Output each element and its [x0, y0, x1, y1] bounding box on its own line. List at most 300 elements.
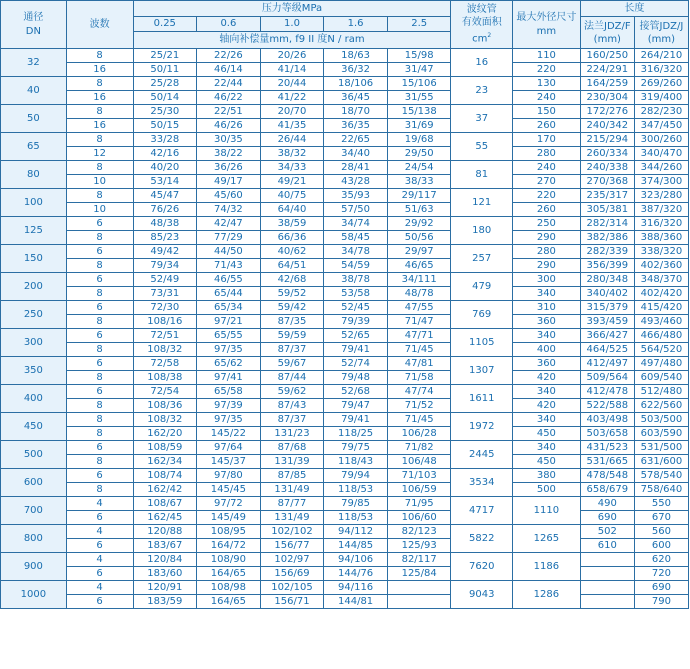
compensation-cell: 120/88 — [133, 525, 197, 539]
area-cell: 55 — [451, 133, 512, 161]
compensation-cell: 71/45 — [387, 343, 451, 357]
dn-cell: 80 — [1, 161, 67, 189]
flange-label: 法兰JDZ/F — [584, 20, 631, 32]
pipe-label: 接管JDZ/J — [639, 20, 684, 32]
pipe-length-cell: 690 — [634, 581, 688, 595]
flange-length-cell: 478/548 — [580, 469, 634, 483]
compensation-cell: 97/21 — [197, 315, 261, 329]
compensation-cell: 29/92 — [387, 217, 451, 231]
compensation-cell: 94/112 — [324, 525, 388, 539]
compensation-cell: 36/26 — [197, 161, 261, 175]
dn-cell: 1000 — [1, 581, 67, 609]
compensation-cell: 49/21 — [260, 175, 324, 189]
table-row — [1, 287, 689, 301]
compensation-cell: 87/35 — [260, 315, 324, 329]
compensation-cell: 144/76 — [324, 567, 388, 581]
pipe-length-cell: 600 — [634, 539, 688, 553]
waves-cell: 4 — [66, 525, 133, 539]
compensation-cell: 18/63 — [324, 49, 388, 63]
waves-cell: 8 — [66, 231, 133, 245]
pipe-length-cell: 503/500 — [634, 413, 688, 427]
compensation-cell: 106/59 — [387, 483, 451, 497]
max-od-cell: 260 — [512, 119, 580, 133]
compensation-cell: 31/55 — [387, 91, 451, 105]
compensation-cell: 42/16 — [133, 147, 197, 161]
max-od-cell: 340 — [512, 441, 580, 455]
compensation-cell: 79/41 — [324, 343, 388, 357]
dn-cell: 50 — [1, 105, 67, 133]
compensation-cell: 33/28 — [133, 133, 197, 147]
flange-length-cell: 164/259 — [580, 77, 634, 91]
flange-length-cell: 282/339 — [580, 245, 634, 259]
area-cell: 81 — [451, 161, 512, 189]
max-od-cell: 1265 — [512, 525, 580, 553]
waves-cell: 8 — [66, 77, 133, 91]
compensation-cell: 145/37 — [197, 455, 261, 469]
compensation-cell: 42/47 — [197, 217, 261, 231]
compensation-cell: 15/98 — [387, 49, 451, 63]
pipe-length-cell: 415/420 — [634, 301, 688, 315]
compensation-cell: 59/67 — [260, 357, 324, 371]
compensation-cell: 97/39 — [197, 399, 261, 413]
compensation-cell: 31/47 — [387, 63, 451, 77]
flange-length-cell: 382/386 — [580, 231, 634, 245]
max-od-cell: 340 — [512, 287, 580, 301]
flange-length-cell: 340/402 — [580, 287, 634, 301]
area-cell: 37 — [451, 105, 512, 133]
table-row — [1, 329, 689, 343]
compensation-cell: 131/49 — [260, 483, 324, 497]
flange-length-cell: 235/317 — [580, 189, 634, 203]
compensation-cell: 65/34 — [197, 301, 261, 315]
waves-cell: 6 — [66, 273, 133, 287]
pressure-value: 0.25 — [133, 17, 197, 32]
pressure-header: 压力等级MPa — [133, 1, 451, 17]
dn-cell: 600 — [1, 469, 67, 497]
area-cell: 121 — [451, 189, 512, 217]
compensation-cell: 46/14 — [197, 63, 261, 77]
flange-length-cell — [580, 595, 634, 609]
compensation-cell: 38/33 — [387, 175, 451, 189]
flange-length-cell: 503/658 — [580, 427, 634, 441]
table-row — [1, 399, 689, 413]
compensation-cell: 38/59 — [260, 217, 324, 231]
table-row — [1, 343, 689, 357]
compensation-cell: 79/48 — [324, 371, 388, 385]
dn-cell: 250 — [1, 301, 67, 329]
compensation-header: 轴向补偿量mm, f9 II 度N / ram — [133, 32, 451, 49]
compensation-cell: 71/82 — [387, 441, 451, 455]
max-od-cell: 420 — [512, 371, 580, 385]
pipe-length-cell: 387/320 — [634, 203, 688, 217]
compensation-cell: 40/75 — [260, 189, 324, 203]
compensation-cell: 131/23 — [260, 427, 324, 441]
pressure-value: 0.6 — [197, 17, 261, 32]
compensation-cell: 46/55 — [197, 273, 261, 287]
compensation-cell: 38/32 — [260, 147, 324, 161]
compensation-cell: 34/74 — [324, 217, 388, 231]
pipe-length-cell: 531/500 — [634, 441, 688, 455]
compensation-cell: 35/93 — [324, 189, 388, 203]
compensation-cell: 162/42 — [133, 483, 197, 497]
compensation-cell: 71/45 — [387, 413, 451, 427]
table-row — [1, 77, 689, 91]
compensation-cell: 41/35 — [260, 119, 324, 133]
area-cell: 1307 — [451, 357, 512, 385]
pressure-value: 1.6 — [324, 17, 388, 32]
compensation-cell: 48/78 — [387, 287, 451, 301]
area-cell: 257 — [451, 245, 512, 273]
pipe-length-cell: 388/360 — [634, 231, 688, 245]
compensation-cell: 71/52 — [387, 399, 451, 413]
compensation-cell: 30/35 — [197, 133, 261, 147]
max-od-cell: 360 — [512, 315, 580, 329]
pipe-length-cell: 620 — [634, 553, 688, 567]
waves-cell: 16 — [66, 63, 133, 77]
compensation-cell: 87/44 — [260, 371, 324, 385]
waves-cell: 8 — [66, 483, 133, 497]
waves-cell: 8 — [66, 161, 133, 175]
max-od-cell: 130 — [512, 77, 580, 91]
table-row — [1, 63, 689, 77]
waves-cell: 8 — [66, 343, 133, 357]
waves-cell: 8 — [66, 371, 133, 385]
compensation-cell — [387, 595, 451, 609]
table-row — [1, 49, 689, 63]
compensation-cell: 52/49 — [133, 273, 197, 287]
compensation-cell: 183/60 — [133, 567, 197, 581]
dn-cell: 400 — [1, 385, 67, 413]
compensation-cell: 82/117 — [387, 553, 451, 567]
table-row — [1, 581, 689, 595]
flange-length-cell: 224/291 — [580, 63, 634, 77]
compensation-cell: 164/72 — [197, 539, 261, 553]
max-od-cell: 240 — [512, 91, 580, 105]
waves-cell: 6 — [66, 245, 133, 259]
compensation-cell: 118/25 — [324, 427, 388, 441]
compensation-cell: 59/52 — [260, 287, 324, 301]
area-cell: 479 — [451, 273, 512, 301]
compensation-cell: 38/22 — [197, 147, 261, 161]
waves-cell: 6 — [66, 329, 133, 343]
compensation-cell: 41/22 — [260, 91, 324, 105]
table-row — [1, 539, 689, 553]
max-od-label: 最大外径尺寸mm — [516, 11, 577, 37]
flange-length-cell: 502 — [580, 525, 634, 539]
compensation-cell: 52/74 — [324, 357, 388, 371]
compensation-cell: 45/47 — [133, 189, 197, 203]
compensation-cell: 108/74 — [133, 469, 197, 483]
compensation-cell: 71/43 — [197, 259, 261, 273]
compensation-cell: 97/41 — [197, 371, 261, 385]
compensation-cell: 53/14 — [133, 175, 197, 189]
pipe-length-cell: 497/480 — [634, 357, 688, 371]
dn-cell: 700 — [1, 497, 67, 525]
compensation-cell: 64/40 — [260, 203, 324, 217]
table-row — [1, 413, 689, 427]
compensation-cell: 18/70 — [324, 105, 388, 119]
pipe-length-cell: 374/300 — [634, 175, 688, 189]
compensation-cell: 131/49 — [260, 511, 324, 525]
flange-unit: (mm) — [593, 33, 621, 45]
max-od-cell: 400 — [512, 343, 580, 357]
compensation-cell: 31/69 — [387, 119, 451, 133]
compensation-cell: 19/68 — [387, 133, 451, 147]
max-od-cell: 220 — [512, 63, 580, 77]
compensation-cell: 29/117 — [387, 189, 451, 203]
waves-cell: 4 — [66, 553, 133, 567]
pipe-length-cell: 340/470 — [634, 147, 688, 161]
waves-cell: 6 — [66, 301, 133, 315]
compensation-cell: 164/65 — [197, 567, 261, 581]
compensation-cell: 79/41 — [324, 413, 388, 427]
table-row — [1, 217, 689, 231]
table-row — [1, 371, 689, 385]
pipe-length-cell: 758/640 — [634, 483, 688, 497]
dn-cell: 900 — [1, 553, 67, 581]
compensation-cell: 106/60 — [387, 511, 451, 525]
max-od-cell: 1286 — [512, 581, 580, 609]
compensation-cell: 43/28 — [324, 175, 388, 189]
area-cell: 1105 — [451, 329, 512, 357]
compensation-cell: 162/45 — [133, 511, 197, 525]
compensation-cell: 22/44 — [197, 77, 261, 91]
compensation-cell: 108/95 — [197, 525, 261, 539]
compensation-cell: 57/50 — [324, 203, 388, 217]
waves-cell: 8 — [66, 133, 133, 147]
compensation-cell — [387, 581, 451, 595]
waves-cell: 6 — [66, 357, 133, 371]
compensation-cell: 120/91 — [133, 581, 197, 595]
area-cell: 4717 — [451, 497, 512, 525]
dn-cell: 100 — [1, 189, 67, 217]
table-row — [1, 301, 689, 315]
pipe-length-cell: 560 — [634, 525, 688, 539]
max-od-cell: 450 — [512, 427, 580, 441]
compensation-cell: 48/38 — [133, 217, 197, 231]
area-header — [451, 1, 512, 49]
max-od-cell: 220 — [512, 189, 580, 203]
compensation-cell: 87/37 — [260, 413, 324, 427]
compensation-cell: 79/34 — [133, 259, 197, 273]
compensation-cell: 102/102 — [260, 525, 324, 539]
table-row — [1, 469, 689, 483]
compensation-cell: 76/26 — [133, 203, 197, 217]
compensation-cell: 97/80 — [197, 469, 261, 483]
compensation-cell: 97/35 — [197, 343, 261, 357]
compensation-cell: 108/67 — [133, 497, 197, 511]
area-cell: 3534 — [451, 469, 512, 497]
dn-cell: 800 — [1, 525, 67, 553]
flange-length-cell: 366/427 — [580, 329, 634, 343]
pipe-length-cell: 603/590 — [634, 427, 688, 441]
max-od-cell: 500 — [512, 483, 580, 497]
pipe-length-cell: 316/320 — [634, 63, 688, 77]
compensation-cell: 183/59 — [133, 595, 197, 609]
table-header — [1, 1, 689, 49]
compensation-cell: 36/45 — [324, 91, 388, 105]
table-row — [1, 385, 689, 399]
table-row — [1, 455, 689, 469]
compensation-cell: 72/30 — [133, 301, 197, 315]
compensation-cell: 108/36 — [133, 399, 197, 413]
table-row — [1, 147, 689, 161]
waves-cell: 6 — [66, 441, 133, 455]
compensation-cell: 46/22 — [197, 91, 261, 105]
compensation-cell: 59/59 — [260, 329, 324, 343]
pipe-length-cell: 264/210 — [634, 49, 688, 63]
compensation-cell: 22/65 — [324, 133, 388, 147]
flange-length-cell: 464/525 — [580, 343, 634, 357]
max-od-header — [512, 1, 580, 49]
compensation-cell: 47/55 — [387, 301, 451, 315]
compensation-cell: 53/58 — [324, 287, 388, 301]
compensation-cell: 42/68 — [260, 273, 324, 287]
compensation-cell: 145/22 — [197, 427, 261, 441]
compensation-cell: 85/23 — [133, 231, 197, 245]
dn-label: 通径 — [23, 11, 44, 23]
compensation-cell: 106/48 — [387, 455, 451, 469]
flange-length-cell: 403/498 — [580, 413, 634, 427]
max-od-cell: 290 — [512, 259, 580, 273]
pipe-length-cell: 300/260 — [634, 133, 688, 147]
area-unit-sup: 2 — [487, 32, 492, 40]
flange-length-cell: 509/564 — [580, 371, 634, 385]
compensation-cell: 34/33 — [260, 161, 324, 175]
compensation-cell: 36/32 — [324, 63, 388, 77]
waves-cell: 8 — [66, 287, 133, 301]
table-row — [1, 525, 689, 539]
compensation-cell: 74/32 — [197, 203, 261, 217]
waves-cell: 6 — [66, 385, 133, 399]
compensation-cell: 97/72 — [197, 497, 261, 511]
compensation-cell: 64/51 — [260, 259, 324, 273]
pipe-length-cell: 564/520 — [634, 343, 688, 357]
compensation-cell: 145/49 — [197, 511, 261, 525]
compensation-cell: 25/28 — [133, 77, 197, 91]
dn-cell: 300 — [1, 329, 67, 357]
compensation-cell: 102/105 — [260, 581, 324, 595]
flange-length-cell: 215/294 — [580, 133, 634, 147]
flange-length-cell — [580, 553, 634, 567]
flange-length-cell: 280/348 — [580, 273, 634, 287]
compensation-cell: 34/78 — [324, 245, 388, 259]
flange-length-cell — [580, 567, 634, 581]
compensation-cell: 108/38 — [133, 371, 197, 385]
table-row — [1, 119, 689, 133]
flange-length-cell: 690 — [580, 511, 634, 525]
compensation-cell: 22/51 — [197, 105, 261, 119]
compensation-cell: 94/116 — [324, 581, 388, 595]
flange-length-cell: 522/588 — [580, 399, 634, 413]
pipe-length-cell: 323/280 — [634, 189, 688, 203]
pipe-length-cell: 550 — [634, 497, 688, 511]
waves-cell: 16 — [66, 119, 133, 133]
waves-cell: 6 — [66, 511, 133, 525]
compensation-cell: 71/103 — [387, 469, 451, 483]
compensation-cell: 79/85 — [324, 497, 388, 511]
compensation-cell: 73/31 — [133, 287, 197, 301]
compensation-cell: 102/97 — [260, 553, 324, 567]
table-row — [1, 483, 689, 497]
max-od-cell: 1110 — [512, 497, 580, 525]
waves-cell: 8 — [66, 413, 133, 427]
waves-cell: 6 — [66, 595, 133, 609]
compensation-cell: 156/71 — [260, 595, 324, 609]
dn-header — [1, 1, 67, 49]
compensation-cell: 46/65 — [387, 259, 451, 273]
max-od-cell: 170 — [512, 133, 580, 147]
max-od-cell: 240 — [512, 161, 580, 175]
compensation-cell: 72/58 — [133, 357, 197, 371]
table-row — [1, 315, 689, 329]
compensation-cell: 71/95 — [387, 497, 451, 511]
compensation-cell: 15/106 — [387, 77, 451, 91]
table-row — [1, 553, 689, 567]
dn-cell: 200 — [1, 273, 67, 301]
compensation-cell: 46/26 — [197, 119, 261, 133]
compensation-cell: 20/26 — [260, 49, 324, 63]
max-od-cell: 1186 — [512, 553, 580, 581]
waves-cell: 16 — [66, 91, 133, 105]
max-od-cell: 380 — [512, 469, 580, 483]
compensation-cell: 29/97 — [387, 245, 451, 259]
compensation-cell: 15/138 — [387, 105, 451, 119]
dn-cell: 32 — [1, 49, 67, 77]
compensation-cell: 79/39 — [324, 315, 388, 329]
compensation-cell: 47/71 — [387, 329, 451, 343]
max-od-cell: 260 — [512, 203, 580, 217]
compensation-cell: 108/16 — [133, 315, 197, 329]
waves-cell: 12 — [66, 147, 133, 161]
flange-length-cell: 531/665 — [580, 455, 634, 469]
pipe-length-cell: 269/260 — [634, 77, 688, 91]
max-od-cell: 340 — [512, 385, 580, 399]
table-row — [1, 567, 689, 581]
compensation-cell: 108/59 — [133, 441, 197, 455]
compensation-cell: 97/35 — [197, 413, 261, 427]
waves-cell: 4 — [66, 581, 133, 595]
compensation-cell: 87/77 — [260, 497, 324, 511]
flange-length-cell: 172/276 — [580, 105, 634, 119]
waves-cell: 6 — [66, 567, 133, 581]
dn-cell: 350 — [1, 357, 67, 385]
compensation-cell: 145/45 — [197, 483, 261, 497]
compensation-cell: 65/44 — [197, 287, 261, 301]
compensation-cell: 58/45 — [324, 231, 388, 245]
compensation-cell: 50/56 — [387, 231, 451, 245]
pipe-length-cell: 609/540 — [634, 371, 688, 385]
waves-cell: 8 — [66, 427, 133, 441]
pipe-length-cell: 622/560 — [634, 399, 688, 413]
table-row — [1, 497, 689, 511]
area-cell: 7620 — [451, 553, 512, 581]
area-cell: 16 — [451, 49, 512, 77]
compensation-cell: 162/20 — [133, 427, 197, 441]
table-row — [1, 231, 689, 245]
flange-length-cell — [580, 581, 634, 595]
pipe-length-cell: 790 — [634, 595, 688, 609]
table-row — [1, 91, 689, 105]
compensation-cell: 50/14 — [133, 91, 197, 105]
compensation-cell: 28/41 — [324, 161, 388, 175]
compensation-cell: 162/34 — [133, 455, 197, 469]
compensation-cell: 82/123 — [387, 525, 451, 539]
compensation-cell: 144/81 — [324, 595, 388, 609]
flange-header — [580, 17, 634, 49]
table-row — [1, 511, 689, 525]
dn-cell: 40 — [1, 77, 67, 105]
